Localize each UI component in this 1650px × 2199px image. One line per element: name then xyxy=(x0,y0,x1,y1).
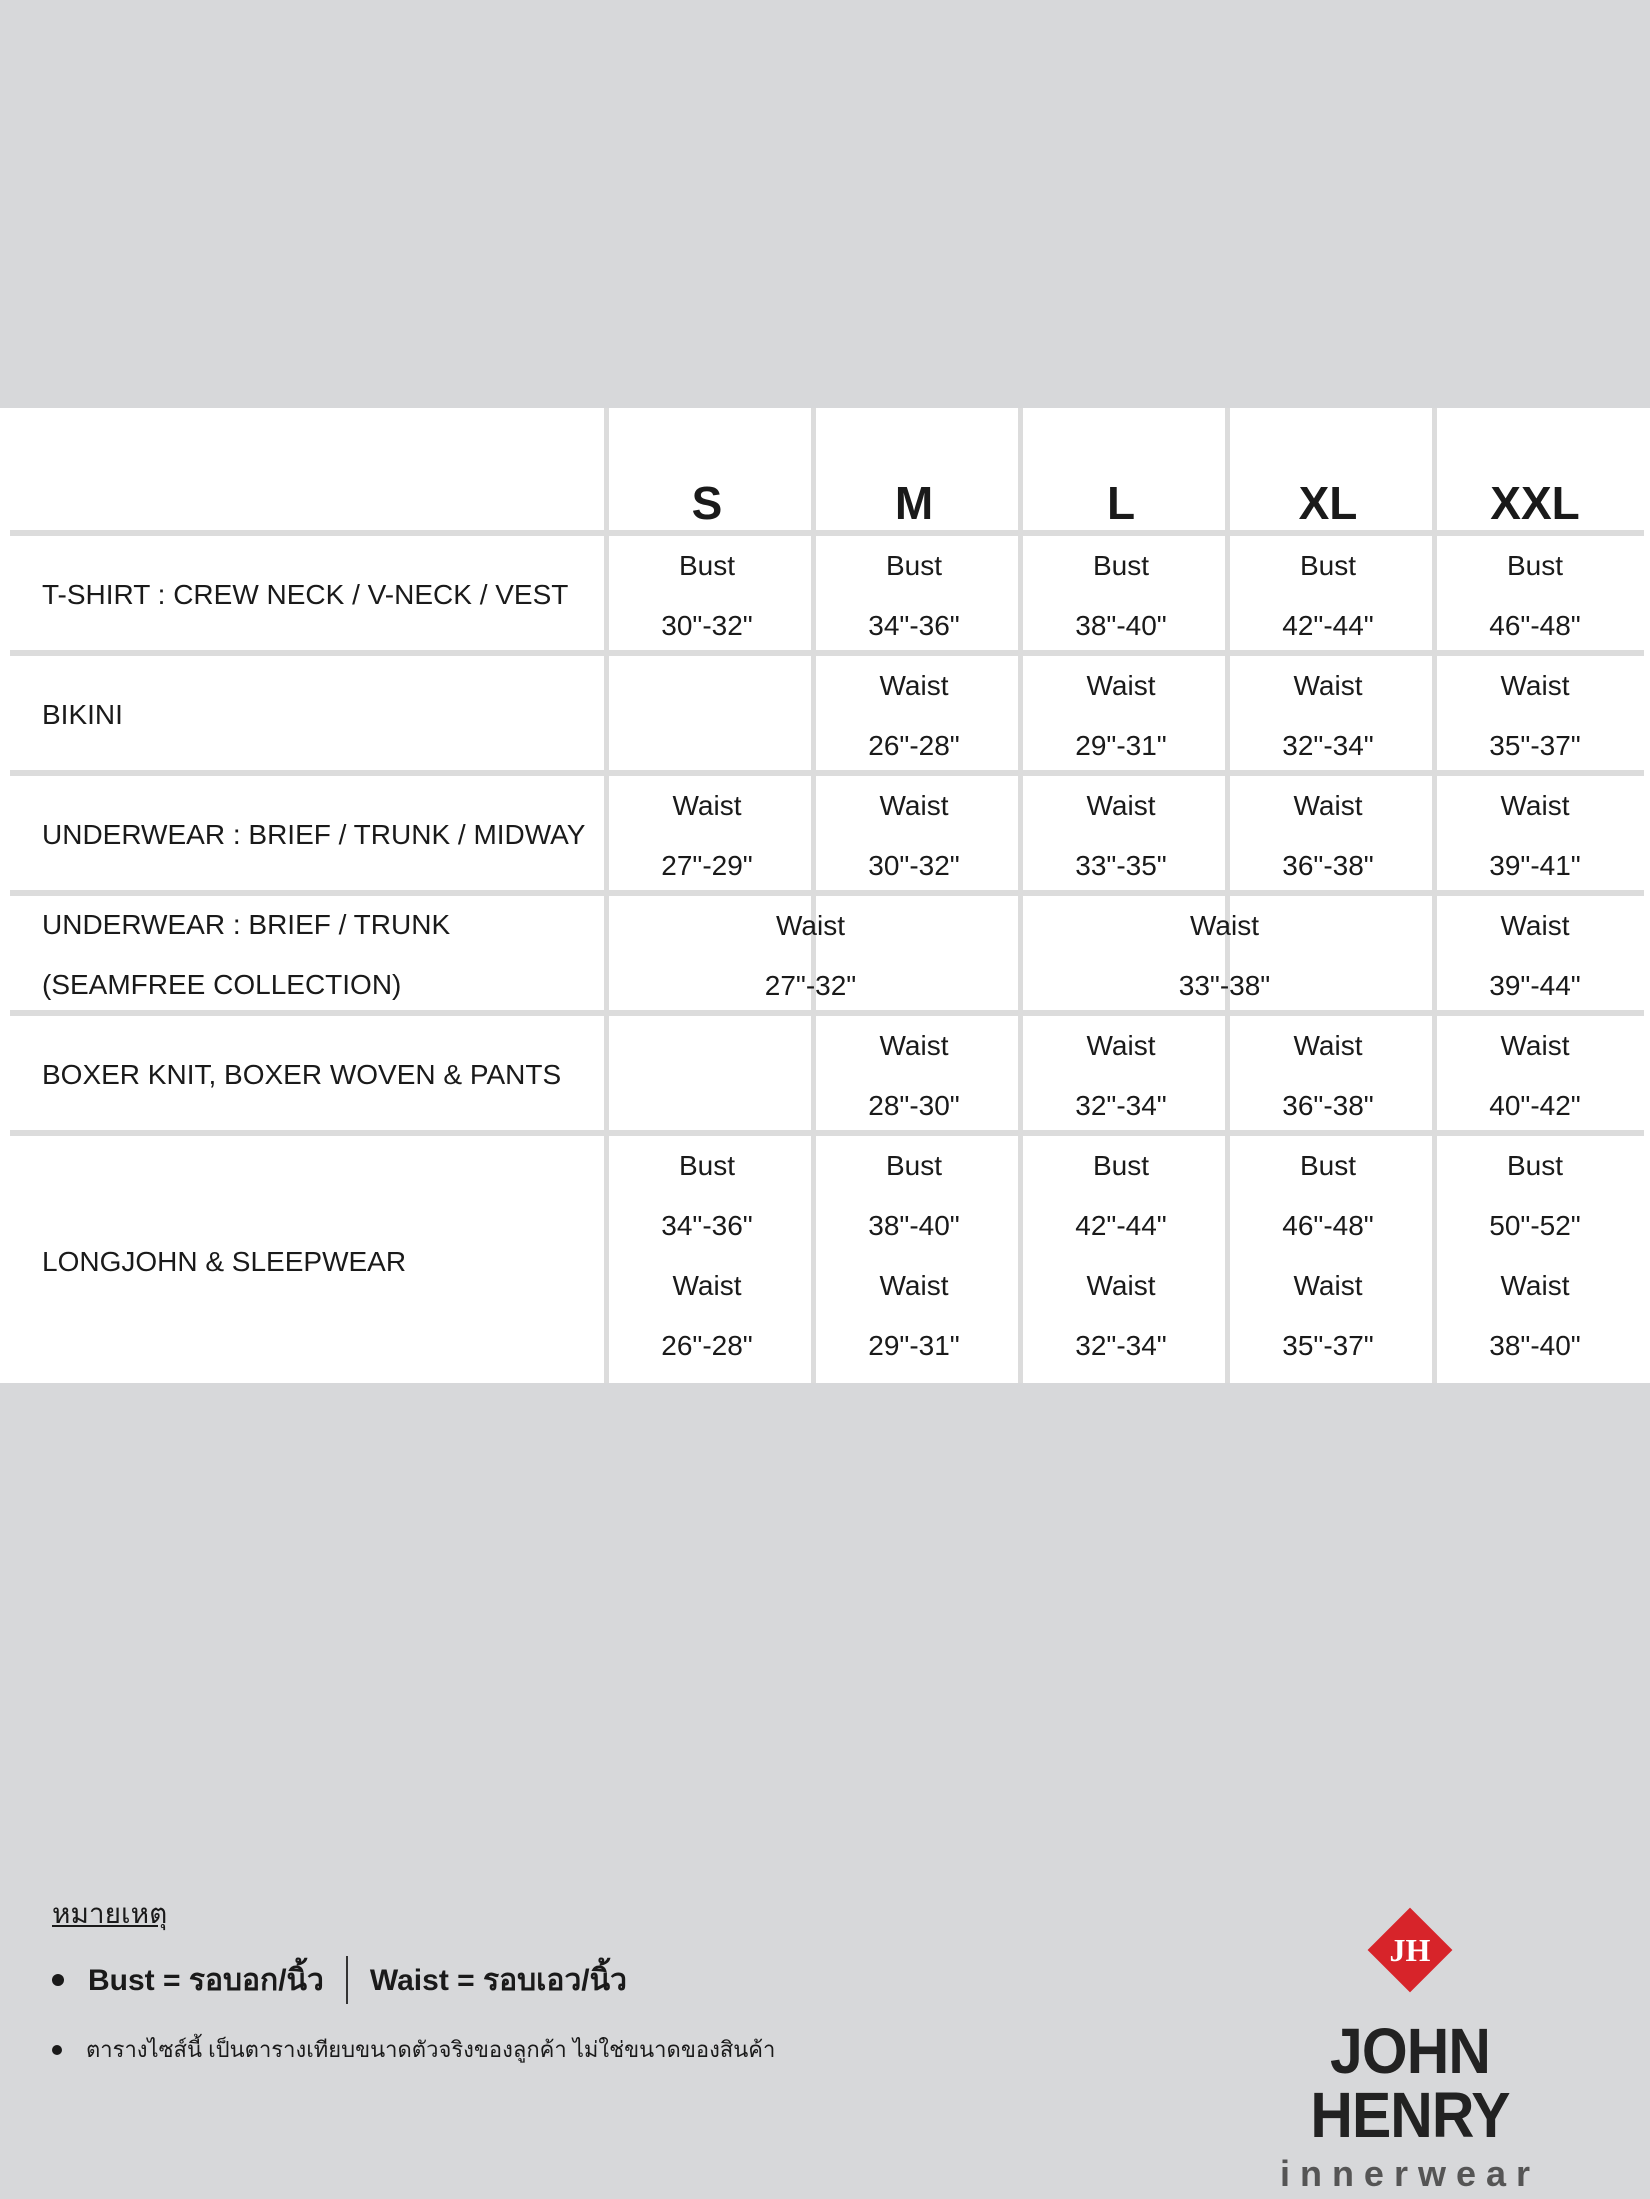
row-label-line: BOXER KNIT, BOXER WOVEN & PANTS xyxy=(42,1059,562,1090)
size-cell xyxy=(814,550,1014,670)
size-cell xyxy=(814,1030,1014,1150)
measure-type: Bust xyxy=(1092,1150,1150,1181)
brand-name: JOHN HENRY xyxy=(1310,2015,1510,2151)
waist-definition: Waist = รอบเอว/นิ้ว xyxy=(369,1963,627,1997)
measure-range: 32"-34" xyxy=(1282,730,1374,761)
measure-range: 30"-32" xyxy=(868,850,960,881)
size-cell xyxy=(607,910,1014,1030)
measure-range: 26"-28" xyxy=(661,1330,753,1361)
measure-type: Waist xyxy=(879,790,949,821)
measure-type: Waist xyxy=(1293,1030,1363,1061)
measure-range: 32"-34" xyxy=(1075,1330,1167,1361)
measure-type: Waist xyxy=(672,790,742,821)
measure-type: Bust xyxy=(885,1150,943,1181)
size-cell xyxy=(1021,550,1221,670)
measure-range: 46"-48" xyxy=(1489,610,1581,641)
measure-type: Waist xyxy=(1293,1270,1363,1301)
measure-range: 50"-52" xyxy=(1489,1210,1581,1241)
measure-type: Waist xyxy=(1500,790,1570,821)
size-cell xyxy=(607,550,807,670)
row-label xyxy=(42,909,450,1029)
size-cell xyxy=(814,790,1014,910)
size-cell xyxy=(1228,790,1428,910)
bullet-icon xyxy=(52,1974,64,1986)
size-cell xyxy=(1228,1150,1428,1390)
measure-type: Waist xyxy=(1500,1270,1570,1301)
measure-range: 36"-38" xyxy=(1282,850,1374,881)
measure-range: 38"-40" xyxy=(1489,1330,1581,1361)
measure-range: 28"-30" xyxy=(868,1090,960,1121)
measure-type: Waist xyxy=(672,1270,742,1301)
measure-range: 27"-32" xyxy=(764,970,857,1001)
measure-type: Waist xyxy=(1086,670,1156,701)
measure-range: 39"-44" xyxy=(1489,970,1581,1001)
measure-type: Waist xyxy=(1500,1030,1570,1061)
measure-type: Waist xyxy=(879,670,949,701)
measure-range: 29"-31" xyxy=(868,1330,960,1361)
size-cell xyxy=(607,790,807,910)
measure-range: 38"-40" xyxy=(1075,610,1167,641)
size-cell xyxy=(1435,670,1635,790)
measure-type: Waist xyxy=(1293,670,1363,701)
notes-section xyxy=(52,1892,775,2067)
disclaimer-row xyxy=(52,2032,775,2067)
size-cell xyxy=(1021,670,1221,790)
measure-type: Waist xyxy=(1190,910,1259,941)
row-label xyxy=(42,1246,406,1306)
size-cell xyxy=(814,1150,1014,1390)
measure-type: Bust xyxy=(1299,1150,1357,1181)
size-header-m: M xyxy=(894,477,934,529)
measure-type: Waist xyxy=(1293,790,1363,821)
row-label xyxy=(42,699,123,759)
row-label-line: BIKINI xyxy=(42,699,123,730)
monogram-diamond-icon xyxy=(1360,1900,1460,2000)
measure-type: Waist xyxy=(1086,790,1156,821)
size-chart-table xyxy=(0,408,1650,1383)
measure-type: Bust xyxy=(885,550,943,581)
measure-range: 30"-32" xyxy=(661,610,753,641)
measure-range: 35"-37" xyxy=(1489,730,1581,761)
measure-range: 42"-44" xyxy=(1282,610,1374,641)
size-cell xyxy=(1435,550,1635,670)
measure-type: Waist xyxy=(1086,1270,1156,1301)
measure-type: Bust xyxy=(678,550,736,581)
size-header-s: S xyxy=(691,477,723,529)
measure-range: 33"-38" xyxy=(1178,970,1271,1001)
measure-range: 34"-36" xyxy=(661,1210,753,1241)
row-label-line: LONGJOHN & SLEEPWEAR xyxy=(42,1245,407,1277)
measure-range: 29"-31" xyxy=(1075,730,1167,761)
measure-range: 32"-34" xyxy=(1075,1090,1167,1121)
bust-definition: Bust = รอบอก/นิ้ว xyxy=(88,1963,324,1997)
measure-range: 26"-28" xyxy=(868,730,960,761)
size-cell xyxy=(1021,910,1428,1030)
row-label xyxy=(42,819,585,879)
row-label-line: (SEAMFREE COLLECTION) xyxy=(42,969,402,1000)
measure-type: Bust xyxy=(1506,550,1564,581)
row-label-line: UNDERWEAR : BRIEF / TRUNK / MIDWAY xyxy=(42,819,586,850)
measure-range: 36"-38" xyxy=(1282,1090,1374,1121)
brand-subtitle: innerwear xyxy=(1279,2153,1541,2194)
size-cell xyxy=(1435,910,1635,1030)
measure-range: 46"-48" xyxy=(1282,1210,1374,1241)
row-label-line: T-SHIRT : CREW NECK / V-NECK / VEST xyxy=(42,579,569,610)
monogram-text: JH xyxy=(1389,1932,1431,1968)
size-cell xyxy=(1021,1150,1221,1390)
measure-range: 33"-35" xyxy=(1075,850,1167,881)
size-cell xyxy=(1228,670,1428,790)
size-cell xyxy=(1435,1150,1635,1390)
brand-logo xyxy=(1225,1900,1595,2195)
measure-range: 27"-29" xyxy=(661,850,753,881)
measure-range: 35"-37" xyxy=(1282,1330,1374,1361)
size-cell xyxy=(814,670,1014,790)
measure-range: 39"-41" xyxy=(1489,850,1581,881)
size-header-xxl: XXL xyxy=(1490,477,1580,529)
size-cell xyxy=(1021,1030,1221,1150)
notes-title: หมายเหตุ xyxy=(52,1898,168,1929)
size-cell xyxy=(607,1150,807,1390)
row-label xyxy=(42,1059,561,1119)
disclaimer-text: ตารางไซส์นี้ เป็นตารางเทียบขนาดตัวจริงของลูกค้า ไม่ใช่ขนาดของสินค้า xyxy=(86,2037,776,2062)
size-cell xyxy=(1435,1030,1635,1150)
size-cell xyxy=(1228,550,1428,670)
size-header-l: L xyxy=(1106,477,1136,529)
measure-range: 40"-42" xyxy=(1489,1090,1581,1121)
bullet-icon xyxy=(52,2045,62,2055)
measure-type: Bust xyxy=(1506,1150,1564,1181)
size-cell xyxy=(1228,1030,1428,1150)
measure-range: 34"-36" xyxy=(868,610,960,641)
measure-type: Waist xyxy=(879,1270,949,1301)
size-cell xyxy=(1435,790,1635,910)
measure-type: Waist xyxy=(776,910,845,941)
measure-range: 42"-44" xyxy=(1075,1210,1167,1241)
measure-type: Waist xyxy=(1500,910,1570,941)
measurement-definitions xyxy=(52,1956,775,2004)
measure-type: Bust xyxy=(678,1150,736,1181)
measure-range: 38"-40" xyxy=(868,1210,960,1241)
size-cell xyxy=(1021,790,1221,910)
measure-type: Bust xyxy=(1092,550,1150,581)
row-label-line: UNDERWEAR : BRIEF / TRUNK xyxy=(42,909,451,940)
row-label xyxy=(42,579,568,639)
measure-type: Bust xyxy=(1299,550,1357,581)
measure-type: Waist xyxy=(1500,670,1570,701)
measure-type: Waist xyxy=(1086,1030,1156,1061)
measure-type: Waist xyxy=(879,1030,949,1061)
divider xyxy=(346,1956,348,2004)
size-header-xl: XL xyxy=(1298,477,1358,529)
